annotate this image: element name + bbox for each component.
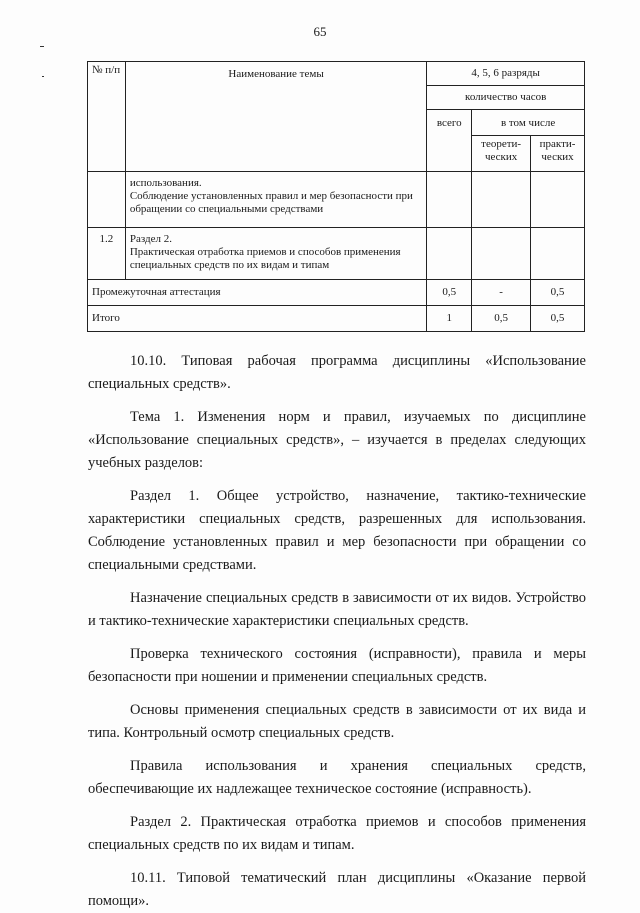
row-name: использования. Соблюдение установленных правил и мер безопасности при обращении со специальными средствами bbox=[125, 172, 427, 228]
header-name: Наименование темы bbox=[125, 62, 427, 172]
row-theory bbox=[472, 228, 531, 280]
table-row bbox=[88, 228, 585, 280]
interim-practice: 0,5 bbox=[531, 280, 585, 306]
row-total bbox=[427, 172, 472, 228]
paragraph-basics: Основы применения специальных средств в зависимости от их вида и типа. Контрольный осмотр специальных средств. bbox=[88, 702, 586, 741]
paragraph-10-10: 10.10. Типовая рабочая программа дисциплины «Использование специальных средств». bbox=[88, 353, 586, 392]
row-practice bbox=[531, 172, 585, 228]
paragraph-purpose: Назначение специальных средств в зависимости от их видов. Устройство и тактико-технические характеристики специальных средств. bbox=[88, 590, 586, 629]
summary-label: Итого bbox=[88, 306, 427, 332]
scan-mark bbox=[42, 76, 44, 77]
row-total bbox=[427, 228, 472, 280]
header-hours: количество часов bbox=[427, 86, 585, 110]
header-incl: в том числе bbox=[472, 110, 585, 136]
interim-row bbox=[88, 280, 585, 306]
row-num bbox=[88, 172, 126, 228]
summary-total: 1 bbox=[427, 306, 472, 332]
thematic-plan-table bbox=[87, 61, 585, 332]
interim-total: 0,5 bbox=[427, 280, 472, 306]
paragraph-section-2: Раздел 2. Практическая отработка приемов и способов применения специальных средств по их видам и типам. bbox=[88, 814, 586, 853]
header-group: 4, 5, 6 разряды bbox=[427, 62, 585, 86]
header-theory: теорети- ческих bbox=[472, 136, 531, 172]
summary-row bbox=[88, 306, 585, 332]
paragraph-section-1: Раздел 1. Общее устройство, назначение, тактико-технические характеристики специальных средств, разрешенных для использования. Соблюдение установленных правил и мер безопасности при обращении со специальными средствами. bbox=[88, 488, 586, 573]
interim-theory: - bbox=[472, 280, 531, 306]
paragraph-rules: Правила использования и хранения специальных средств, обеспечивающие их надлежащее техническое состояние (исправность). bbox=[88, 758, 586, 797]
summary-theory: 0,5 bbox=[472, 306, 531, 332]
table-row bbox=[88, 172, 585, 228]
header-practice: практи- ческих bbox=[531, 136, 585, 172]
paragraph-topic-1: Тема 1. Изменения норм и правил, изучаемых по дисциплине «Использование специальных средств», – изучается в пределах следующих учебных разделов: bbox=[88, 409, 586, 471]
scan-mark bbox=[40, 46, 44, 47]
paragraph-inspection: Проверка технического состояния (исправности), правила и меры безопасности при ношении и применении специальных средств. bbox=[88, 646, 586, 685]
paragraph-10-11: 10.11. Типовой тематический план дисциплины «Оказание первой помощи». bbox=[88, 870, 586, 909]
row-num: 1.2 bbox=[88, 228, 126, 280]
header-num: № п/п bbox=[88, 62, 126, 172]
page-number: 65 bbox=[313, 24, 327, 39]
interim-label: Промежуточная аттестация bbox=[88, 280, 427, 306]
row-name: Раздел 2. Практическая отработка приемов и способов применения специальных средств по их видам и типам bbox=[125, 228, 427, 280]
summary-practice: 0,5 bbox=[531, 306, 585, 332]
body-text bbox=[88, 350, 586, 913]
header-total: всего bbox=[427, 110, 472, 172]
row-practice bbox=[531, 228, 585, 280]
row-theory bbox=[472, 172, 531, 228]
